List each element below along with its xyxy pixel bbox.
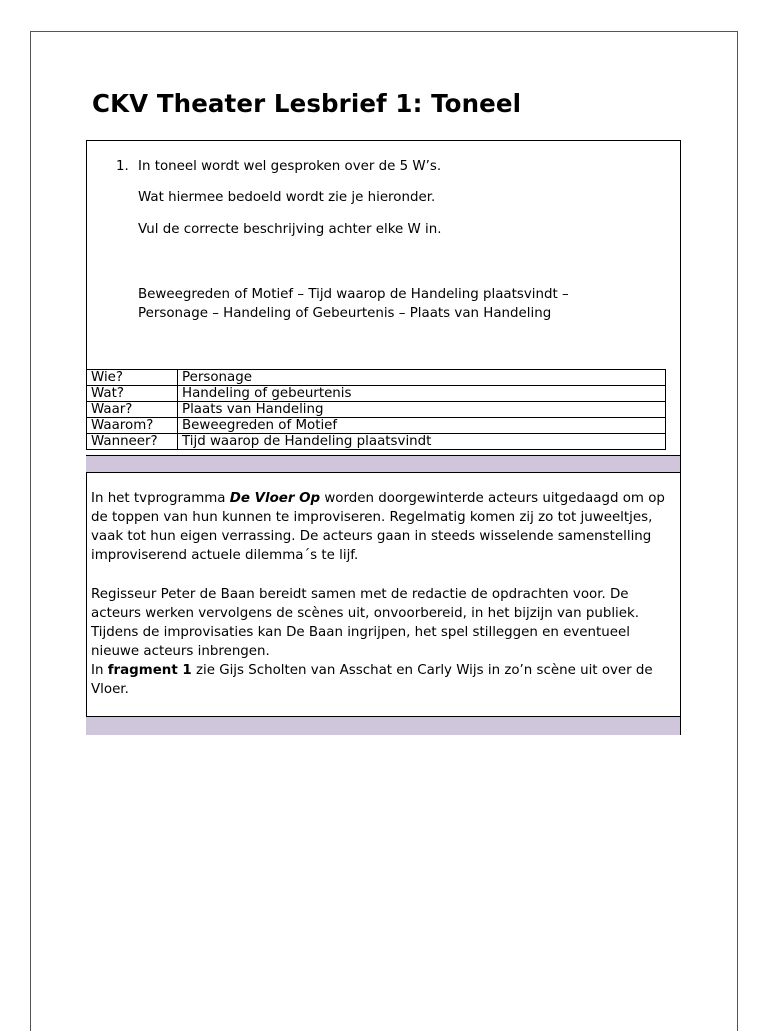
question-line-1: In toneel wordt wel gesproken over de 5 W’s. bbox=[138, 159, 442, 174]
box-right-border bbox=[680, 140, 681, 735]
fragment-text-end: zie Gijs Scholten van Asschat en Carly Wijs in zo’n scène uit over de Vloer. bbox=[91, 663, 653, 697]
table-row bbox=[87, 434, 666, 450]
table-row bbox=[87, 402, 666, 418]
section-divider-band bbox=[86, 455, 680, 473]
box-top-border bbox=[86, 140, 681, 141]
answer-cell: Tijd waarop de Handeling plaatsvindt bbox=[178, 434, 666, 450]
answer-cell: Handeling of gebeurtenis bbox=[178, 386, 666, 402]
box-left-border-lower bbox=[86, 456, 87, 735]
w-table bbox=[86, 369, 666, 450]
intro-paragraph bbox=[91, 489, 676, 565]
w-cell: Wat? bbox=[87, 386, 178, 402]
answer-cell: Plaats van Handeling bbox=[178, 402, 666, 418]
show-title: De Vloer Op bbox=[229, 491, 321, 506]
intro-text-start: In het tvprogramma bbox=[91, 491, 230, 506]
fragment-text-start: In bbox=[91, 663, 108, 678]
options-line-2: Personage – Handeling of Gebeurtenis – Plaats van Handeling bbox=[138, 306, 552, 321]
intro-text-end: worden doorgewinterde acteurs uitgedaagd om op de toppen van hun kunnen te improviseren. Regelmatig komen zij zo tot juweeltjes, vaak tot hun eigen verrassing. De acteurs gaan in steeds wisselende samenstelling improviserend actuele dilemma´s te lijf. bbox=[91, 491, 665, 563]
answer-cell: Personage bbox=[178, 370, 666, 386]
w-cell: Wie? bbox=[87, 370, 178, 386]
section-divider-band-bottom bbox=[86, 716, 680, 735]
table-row bbox=[87, 386, 666, 402]
question-line-2: Wat hiermee bedoeld wordt zie je hieronder. bbox=[138, 190, 436, 205]
question-number: 1. bbox=[116, 159, 129, 174]
fragment-paragraph bbox=[91, 661, 676, 699]
table-row bbox=[87, 418, 666, 434]
w-cell: Waar? bbox=[87, 402, 178, 418]
options-line-1: Beweegreden of Motief – Tijd waarop de Handeling plaatsvindt – bbox=[138, 287, 569, 302]
fragment-label: fragment 1 bbox=[107, 663, 192, 678]
question-line-3: Vul de correcte beschrijving achter elke W in. bbox=[138, 222, 442, 237]
w-cell: Waarom? bbox=[87, 418, 178, 434]
w-cell: Wanneer? bbox=[87, 434, 178, 450]
answer-cell: Beweegreden of Motief bbox=[178, 418, 666, 434]
table-row bbox=[87, 370, 666, 386]
box-left-border bbox=[86, 140, 87, 369]
page-title: CKV Theater Lesbrief 1: Toneel bbox=[92, 89, 522, 118]
director-paragraph: Regisseur Peter de Baan bereidt samen met de redactie de opdrachten voor. De acteurs werken vervolgens de scènes uit, onvoorbereid, in het bijzijn van publiek. Tijdens de improvisaties kan De Baan ingrijpen, het spel stilleggen en eventueel nieuwe acteurs inbrengen. bbox=[91, 587, 640, 659]
